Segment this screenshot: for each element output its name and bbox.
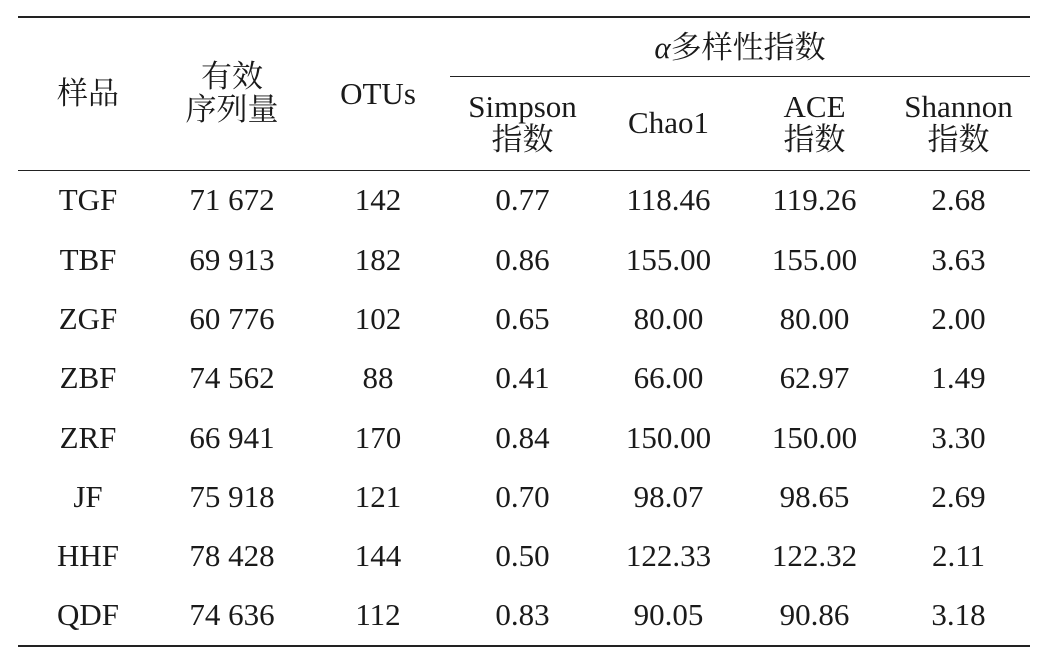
cell-ace: 90.86 [742,586,887,646]
cell-shannon: 2.00 [931,300,986,336]
alpha-diversity-table [18,16,1030,647]
header-ace-line2: 指数 [783,121,846,157]
table-row [18,467,1030,526]
cell-otus: 144 [354,538,402,574]
cell-sample: ZBF [59,360,117,396]
cell-shannon: 3.18 [887,586,1030,646]
cell-chao1: 118.46 [626,182,711,218]
cell-shannon: 2.11 [931,538,986,574]
cell-chao1: 90.05 [595,586,742,646]
cell-sample: JF [73,478,103,514]
cell-valid-sequences: 71 672 [189,182,275,218]
table-row [18,408,1030,467]
cell-chao1: 66.00 [633,360,704,396]
table-row [18,527,1030,586]
header-shannon-line1: Shannon [904,88,1013,124]
cell-shannon: 3.30 [931,419,986,455]
cell-valid-sequences: 74 562 [189,360,275,396]
header-valid-sequences-line2: 序列量 [185,92,279,127]
cell-simpson: 0.83 [450,586,595,646]
cell-ace: 150.00 [771,419,858,455]
cell-ace: 155.00 [771,241,858,277]
cell-simpson: 0.41 [495,360,550,396]
table-row [18,171,1030,231]
header-otus-label: OTUs [340,75,416,111]
table-body [18,171,1030,647]
header-alpha-diversity-group [450,17,1030,77]
cell-shannon: 2.68 [931,182,986,218]
cell-sample: ZGF [58,300,118,336]
cell-chao1: 80.00 [633,300,704,336]
header-otus [306,17,450,171]
cell-ace: 122.32 [771,538,858,574]
header-valid-sequences-line1: 有效 [201,59,263,95]
cell-sample: TBF [59,241,117,277]
header-sample [18,17,158,171]
cell-simpson: 0.70 [495,478,550,514]
cell-shannon: 1.49 [931,360,986,396]
cell-valid-sequences: 60 776 [189,300,275,336]
cell-otus: 142 [354,182,402,218]
header-shannon-line2: 指数 [927,121,990,157]
cell-shannon: 2.69 [931,478,986,514]
header-chao1 [595,77,742,171]
table-row [18,230,1030,289]
cell-chao1: 122.33 [625,538,712,574]
cell-valid-sequences: 75 918 [189,478,275,514]
cell-valid-sequences: 78 428 [189,538,275,574]
cell-ace: 80.00 [779,300,850,336]
cell-simpson: 0.86 [495,241,550,277]
alpha-symbol: α [654,29,671,65]
header-chao1-label: Chao1 [628,105,709,141]
cell-otus: 170 [354,419,402,455]
diversity-table-container [18,16,1030,647]
header-valid-sequences [158,17,306,171]
cell-valid-sequences: 69 913 [189,241,275,277]
cell-chao1: 155.00 [625,241,712,277]
cell-simpson: 0.50 [495,538,550,574]
cell-sample: ZRF [59,419,117,455]
cell-otus: 102 [354,300,402,336]
cell-ace: 98.65 [779,478,850,514]
cell-sample: HHF [56,538,119,574]
header-ace-line1: ACE [783,88,846,124]
header-simpson-line1: Simpson [468,88,577,124]
header-simpson [450,77,595,171]
cell-otus: 88 [362,360,394,396]
header-shannon [887,77,1030,171]
cell-ace: 119.26 [772,182,857,218]
cell-sample: TGF [58,182,118,218]
header-simpson-line2: 指数 [491,121,554,157]
cell-valid-sequences: 66 941 [189,419,275,455]
header-row-1 [18,17,1030,77]
table-header [18,17,1030,171]
cell-otus: 182 [354,241,402,277]
header-sample-label: 样品 [57,75,119,111]
cell-ace: 62.97 [779,360,850,396]
cell-sample: QDF [18,586,158,646]
cell-otus: 121 [354,478,402,514]
cell-simpson: 0.77 [495,182,550,218]
cell-simpson: 0.84 [495,419,550,455]
header-ace [742,77,887,171]
table-row [18,586,1030,646]
alpha-group-label: 多样性指数 [670,29,826,65]
cell-chao1: 98.07 [633,478,704,514]
cell-otus: 112 [306,586,450,646]
table-row [18,349,1030,408]
cell-shannon: 3.63 [931,241,986,277]
cell-simpson: 0.65 [495,300,550,336]
cell-chao1: 150.00 [625,419,712,455]
cell-valid-sequences: 74 636 [158,586,306,646]
table-row [18,290,1030,349]
